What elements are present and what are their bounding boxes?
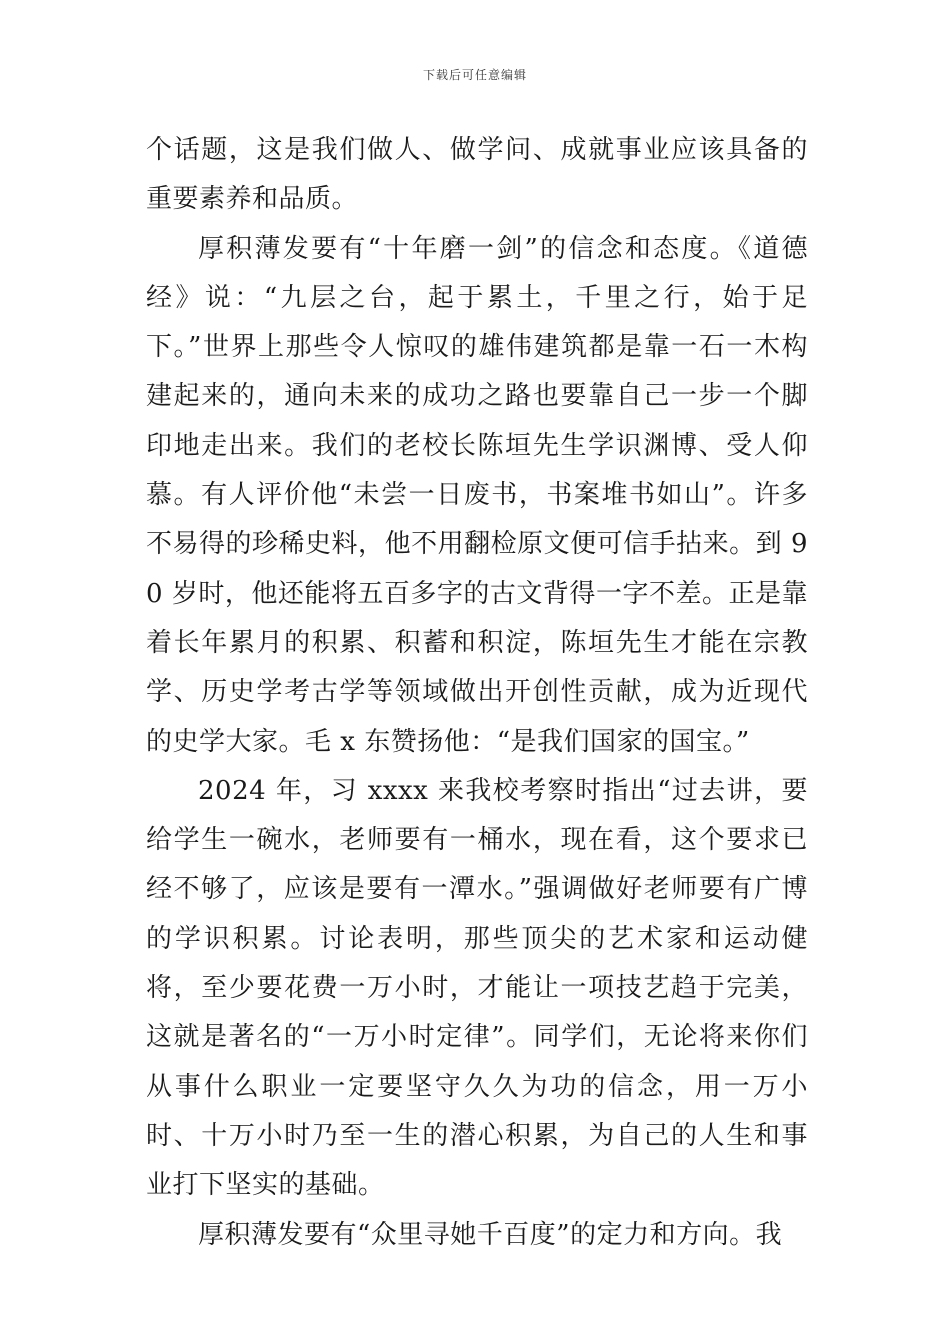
document-body [146,126,808,1260]
paragraph: 厚积薄发要有“众里寻她千百度”的定力和方向。我 [198,1219,783,1250]
paragraph: 个话题，这是我们做人、做学问、成就事业应该具备的重要素养和品质。 [146,135,808,215]
paragraph: 2024 年，习 xxxx 来我校考察时指出“过去讲，要给学生一碗水，老师要有一桶水，现在看，这个要求已经不够了，应该是要有一潭水。”强调做好老师要有广博的学识积累。讨论表明，那些顶尖的艺术家和运动健将，至少要花费一万小时，才能让一项技艺趋于完美，这就是著名的“一万小时定律”。同学们，无论将来你们从事什么职业一定要坚守久久为功的信念，用一万小时、十万小时乃至一生的潜心积累，为自己的人生和事业打下坚实的基础。 [146,775,808,1201]
paragraph: 厚积薄发要有“十年磨一剑”的信念和态度。《道德经》说：“九层之台，起于累土，千里之行，始于足下。”世界上那些令人惊叹的雄伟建筑都是靠一石一木构建起来的，通向未来的成功之路也要靠自己一步一个脚印地走出来。我们的老校长陈垣先生学识渊博、受人仰慕。有人评价他“未尝一日废书，书案堆书如山”。许多不易得的珍稀史料，他不用翻检原文便可信手拈来。到 90 岁时，他还能将五百多字的古文背得一字不差。正是靠着长年累月的积累、积蓄和积淀，陈垣先生才能在宗教学、历史学考古学等领域做出开创性贡献，成为近现代的史学大家。毛 x 东赞扬他：“是我们国家的国宝。” [146,233,808,757]
page-header: 下载后可任意编辑 [422,68,527,82]
